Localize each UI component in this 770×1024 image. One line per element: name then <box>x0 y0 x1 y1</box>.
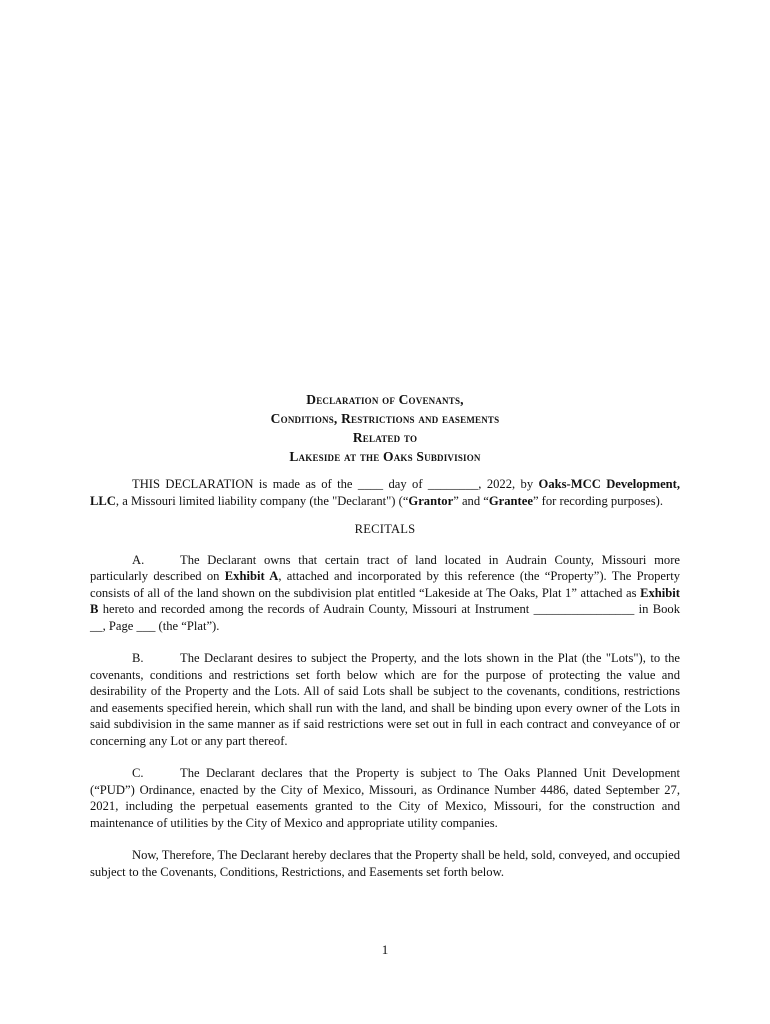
intro-paragraph <box>90 476 680 509</box>
recital-a-letter: A. <box>132 552 145 567</box>
recital-c <box>90 765 680 831</box>
intro-text-1: THIS DECLARATION is made as of the ____ day of ________, 2022, by <box>132 477 539 491</box>
document-title <box>90 390 680 466</box>
exhibit-b-ref: Exhibit B <box>90 585 680 616</box>
intro-text-4: ” for recording purposes). <box>532 493 664 508</box>
grantee-term: Grantee <box>488 493 533 508</box>
title-line-4: Lakeside at the Oaks Subdivision <box>289 449 481 464</box>
recital-b-text: The Declarant desires to subject the Property, and the lots shown in the Plat (the "Lots"), to the covenants, conditions and restrictions set forth below which are for the purpose of protecting the value and desirability of the Property and the Lots. All of said Lots shall be subject to the covenants, conditions, restrictions and easements specified herein, which shall run with the land, and shall be binding upon every owner of the Lots in said subdivision in the same manner as if said restrictions were set out in full in each contract and conveyance of or concerning any Lot or any part thereof. <box>90 651 680 748</box>
recital-c-letter: C. <box>132 766 144 780</box>
grantor-term: Grantor <box>408 493 454 508</box>
intro-text-3: ” and “ <box>453 493 489 508</box>
recital-a-text-2: , attached and incorporated by this reference (the “Property”). The Property consists of all of the land shown on the subdivision plat entitled “Lakeside at The Oaks, Plat 1” attached as <box>90 569 680 600</box>
exhibit-a-ref: Exhibit A <box>224 569 279 583</box>
declarant-name: Oaks-MCC Development, LLC <box>90 477 681 508</box>
title-line-2: Conditions, Restrictions and easements <box>270 411 500 426</box>
recitals-heading: RECITALS <box>354 522 416 536</box>
document-page <box>90 390 680 880</box>
title-line-3: Related to <box>352 430 418 445</box>
closing-paragraph: Now, Therefore, The Declarant hereby declares that the Property shall be held, sold, conveyed, and occupied subject to the Covenants, Conditions, Restrictions, and Easements set forth below. <box>90 848 680 879</box>
title-line-1: Declaration of Covenants, <box>306 392 464 407</box>
recital-c-text: The Declarant declares that the Property is subject to The Oaks Planned Unit Development (“PUD”) Ordinance, enacted by the City of Mexico, Missouri, as Ordinance Number 4486, dated September 27, 2021, including the perpetual easements granted to the City of Mexico, Missouri, for the construction and maintenance of utilities by the City of Mexico and appropriate utility companies. <box>90 766 680 830</box>
recital-b-letter: B. <box>132 651 144 665</box>
recital-b <box>90 650 680 749</box>
intro-text-2: , a Missouri limited liability company (the "Declarant") (“ <box>115 493 409 508</box>
recital-a-text-3: hereto and recorded among the records of Audrain County, Missouri at Instrument ________________ in Book __, Page ___ (the “Plat”). <box>90 602 680 633</box>
page-number: 1 <box>381 942 389 957</box>
recital-a-text-1: The Declarant owns that certain tract of land located in Audrain County, Missouri more particularly described on <box>90 552 680 583</box>
recital-a <box>90 552 680 635</box>
